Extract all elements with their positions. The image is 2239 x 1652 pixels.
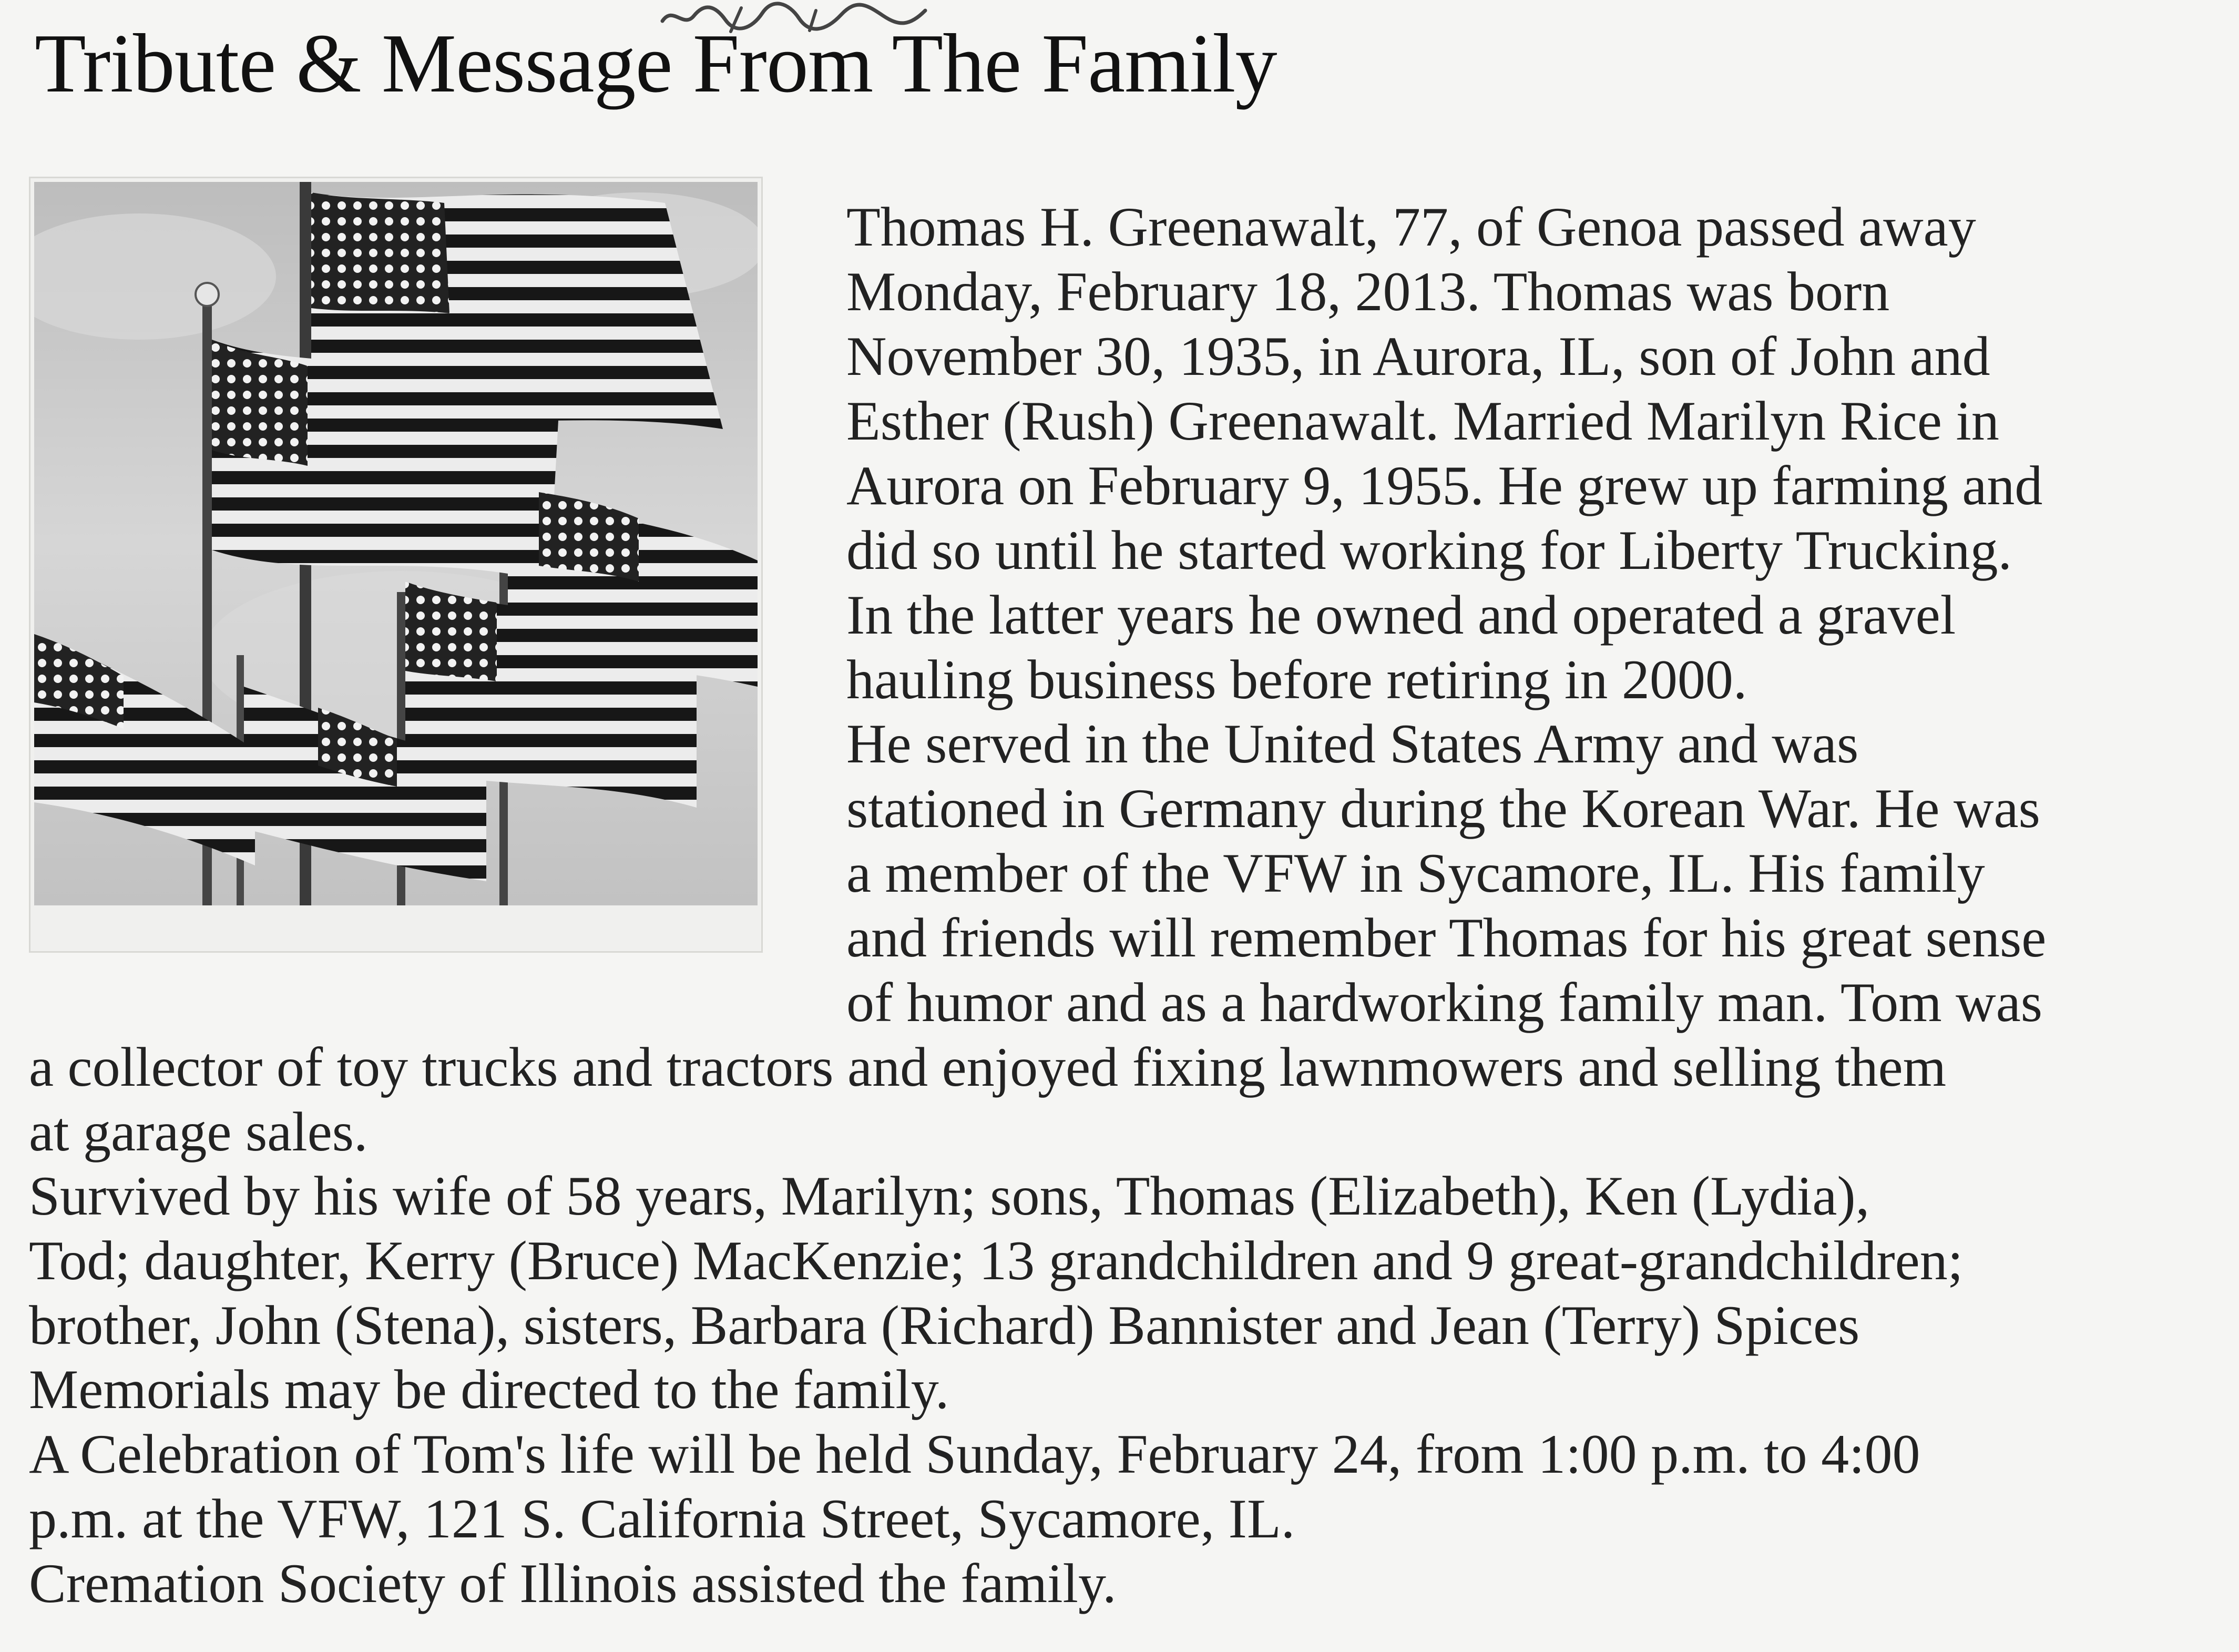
text-line: Thomas H. Greenawalt, 77, of Genoa passed away	[846, 196, 1976, 258]
paragraph-biography	[846, 195, 2042, 712]
photo-frame	[29, 177, 763, 953]
handwritten-scribble-icon	[652, 0, 946, 37]
text-line: Esther (Rush) Greenawalt. Married Marilyn Rice in	[846, 390, 1999, 452]
text-line: a collector of toy trucks and tractors and enjoyed fixing lawnmowers and selling them	[29, 1036, 1947, 1098]
text-line: A Celebration of Tom's life will be held Sunday, February 24, from 1:00 p.m. to 4:00	[29, 1423, 1920, 1485]
paragraph-celebration	[29, 1422, 1920, 1551]
text-line: He served in the United States Army and was	[846, 713, 1859, 774]
text-line: Aurora on February 9, 1955. He grew up farming and	[846, 455, 2043, 516]
american-flags-icon	[34, 182, 758, 905]
text-line: Monday, February 18, 2013. Thomas was born	[846, 261, 1890, 322]
text-line: p.m. at the VFW, 121 S. California Street, Sycamore, IL.	[29, 1488, 1295, 1549]
text-line: Cremation Society of Illinois assisted the family.	[29, 1553, 1117, 1614]
paragraph-cremation	[29, 1551, 1117, 1616]
text-line: Survived by his wife of 58 years, Marilyn; sons, Thomas (Elizabeth), Ken (Lydia),	[29, 1165, 1870, 1227]
text-line: brother, John (Stena), sisters, Barbara (Richard) Bannister and Jean (Terry) Spices	[29, 1294, 1860, 1356]
page-title: Tribute & Message From The Family	[35, 16, 1277, 110]
text-line: did so until he started working for Liberty Trucking.	[846, 519, 2012, 581]
text-line: at garage sales.	[29, 1101, 368, 1162]
paragraph-service	[29, 711, 2047, 1164]
text-line: November 30, 1935, in Aurora, IL, son of John and	[846, 325, 1990, 387]
paragraph-memorials	[29, 1357, 949, 1422]
text-line: Tod; daughter, Kerry (Bruce) MacKenzie; 13 grandchildren and 9 great-grandchildren;	[29, 1230, 1964, 1291]
text-line: In the latter years he owned and operated a gravel	[846, 584, 1956, 646]
paragraph-survivors	[29, 1164, 1963, 1358]
text-line: and friends will remember Thomas for his great sense	[846, 907, 2047, 968]
text-line: a member of the VFW in Sycamore, IL. His family	[846, 842, 1985, 904]
text-line: Memorials may be directed to the family.	[29, 1359, 949, 1420]
text-line: hauling business before retiring in 2000.	[846, 649, 1747, 710]
text-line: stationed in Germany during the Korean War. He was	[846, 778, 2040, 839]
text-line: of humor and as a hardworking family man. Tom was	[846, 972, 2043, 1033]
